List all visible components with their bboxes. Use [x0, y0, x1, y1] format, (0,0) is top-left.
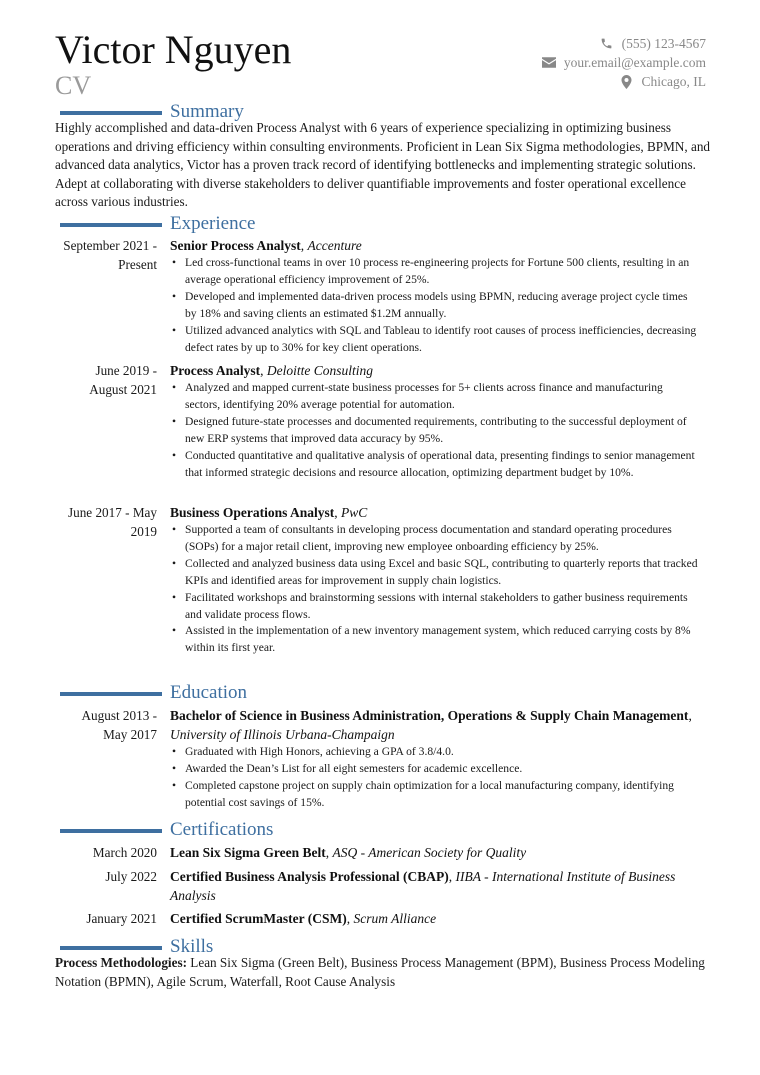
document-type-label: CV: [55, 71, 92, 100]
bullet-list: [170, 380, 700, 481]
entry-date: January 2021: [86, 911, 157, 926]
bullet-item: • Completed capstone project on supply chain optimization for a local manufacturing company, identifying potential cost savings of 15%.: [170, 778, 700, 812]
section-title: Summary: [170, 101, 244, 122]
section-accent-bar: [60, 692, 162, 696]
job-title: Business Operations Analyst: [170, 505, 335, 520]
bullet-item: • Conducted quantitative and qualitative analysis of operational data, presenting findings to senior management that informed strategic decisions and resource allocation, optimizing department budget by 10%.: [170, 448, 700, 482]
section-title: Skills: [170, 936, 214, 957]
certification-name: Certified ScrumMaster (CSM): [170, 911, 347, 926]
section-education-heading: [60, 682, 710, 705]
bullet-item: • Awarded the Dean’s List for all eight semesters for academic excellence.: [170, 761, 700, 778]
entry-body: [170, 361, 700, 481]
job-title: Senior Process Analyst: [170, 238, 301, 253]
certification-issuer: ASQ - American Society for Quality: [332, 845, 527, 860]
skills-category-label: Process Methodologies:: [55, 955, 187, 970]
skills-paragraph: [55, 954, 710, 991]
section-certifications-heading: [60, 819, 710, 842]
bullet-item: • Developed and implemented data-driven process models using BPMN, reducing average project cycle times by 18% and saving clients an estimated $1.2M annually.: [170, 289, 700, 323]
certification-issuer: Scrum Alliance: [353, 911, 437, 926]
entry-date: June 2017 - May 2019: [67, 505, 157, 539]
bullet-item: • Utilized advanced analytics with SQL and Tableau to identify root causes of process inefficiencies, decreasing defect rates by up to 30% for key client operations.: [170, 323, 700, 357]
email-link[interactable]: your.email@example.com: [563, 55, 706, 70]
entry-date: July 2022: [105, 869, 157, 884]
entry-heading: Process Analyst, Deloitte Consulting: [170, 363, 373, 378]
summary-paragraph: Highly accomplished and data-driven Process Analyst with 6 years of experience specializing in optimizing business operations and driving efficiency within consulting environments. Proficient in Lean Six Sigma methodologies, BPMN, and advanced data analytics, Victor has a proven track record of identifying bottlenecks and implementing strategic solutions. Adept at collaborating with diverse stakeholders to deliver quantifiable improvements and foster operational excellence across various industries.: [55, 120, 711, 209]
bullet-list: [170, 744, 700, 812]
section-title: Education: [170, 682, 248, 703]
bullet-list: [170, 255, 700, 356]
job-title: Process Analyst: [170, 363, 261, 378]
certification-name: Certified Business Analysis Professional (CBAP): [170, 869, 449, 884]
map-pin-icon: [619, 75, 635, 89]
contact-email[interactable]: [541, 53, 706, 72]
bullet-item: • Assisted in the implementation of a new inventory management system, which reduced carrying costs by 8% within its first year.: [170, 623, 700, 657]
contact-location: [541, 72, 706, 91]
section-experience-heading: [60, 213, 710, 236]
entry-heading: Senior Process Analyst, Accenture: [170, 238, 362, 253]
entry-heading: Bachelor of Science in Business Administration, Operations & Supply Chain Management, University of Illinois Urbana-Champaign: [170, 708, 692, 742]
entry-date: September 2021 - Present: [63, 238, 157, 272]
certification-heading: Certified Business Analysis Professional (CBAP), IIBA - International Institute of Business Analysis: [170, 869, 676, 903]
contact-info: [541, 34, 706, 91]
envelope-icon: [541, 56, 557, 70]
school-name: University of Illinois Urbana-Champaign: [170, 727, 395, 742]
entry-date: June 2019 - August 2021: [89, 363, 157, 397]
certification-heading: Lean Six Sigma Green Belt, ASQ - American Society for Quality: [170, 845, 527, 860]
section-accent-bar: [60, 946, 162, 950]
bullet-item: • Collected and analyzed business data using Excel and basic SQL, contributing to quarterly reports that tracked KPIs and identified areas for improvement in supply chain logistics.: [170, 556, 700, 590]
section-accent-bar: [60, 223, 162, 227]
company-name: Deloitte Consulting: [266, 363, 373, 378]
entry-body: [170, 706, 700, 812]
section-title: Experience: [170, 213, 256, 234]
phone-text: (555) 123-4567: [621, 36, 706, 51]
company-name: Accenture: [307, 238, 362, 253]
bullet-item: • Supported a team of consultants in developing process documentation and standard operating procedures (SOPs) for a major retail client, improving new employee onboarding efficiency by 25%.: [170, 522, 700, 556]
bullet-item: • Graduated with High Honors, achieving a GPA of 3.8/4.0.: [170, 744, 700, 761]
skills-list: Lean Six Sigma (Green Belt), Business Process Management (BPM), Business Process Modeling Notation (BPMN), Agile Scrum, Waterfall, Root Cause Analysis: [55, 955, 705, 989]
bullet-item: • Led cross-functional teams in over 10 process re-engineering projects for Fortune 500 clients, resulting in an average operational efficiency improvement of 25%.: [170, 255, 700, 289]
certification-name: Lean Six Sigma Green Belt: [170, 845, 326, 860]
entry-body: [170, 236, 700, 356]
contact-phone: [541, 34, 706, 53]
cv-header: [55, 28, 710, 100]
bullet-item: • Facilitated workshops and brainstorming sessions with internal stakeholders to gather business requirements and validate process flows.: [170, 590, 700, 624]
entry-body: [170, 503, 700, 657]
candidate-name: Victor Nguyen: [55, 27, 292, 72]
entry-heading: Business Operations Analyst, PwC: [170, 505, 368, 520]
certification-heading: Certified ScrumMaster (CSM), Scrum Alliance: [170, 911, 437, 926]
section-accent-bar: [60, 829, 162, 833]
section-accent-bar: [60, 111, 162, 115]
certification-issuer: IIBA - International Institute of Business Analysis: [170, 869, 676, 903]
section-title: Certifications: [170, 819, 274, 840]
bullet-list: [170, 522, 700, 657]
phone-icon: [599, 37, 615, 51]
location-text: Chicago, IL: [641, 74, 706, 89]
entry-date: March 2020: [92, 845, 157, 860]
entry-date: August 2013 - May 2017: [81, 708, 157, 742]
degree-name: Bachelor of Science in Business Administration, Operations & Supply Chain Management: [170, 708, 689, 723]
bullet-item: • Analyzed and mapped current-state business processes for 5+ clients across finance and manufacturing sectors, identifying 20% average potential for automation.: [170, 380, 700, 414]
company-name: PwC: [341, 505, 368, 520]
bullet-item: • Designed future-state processes and documented requirements, contributing to the successful deployment of new ERP systems that improved data accuracy by 95%.: [170, 414, 700, 448]
